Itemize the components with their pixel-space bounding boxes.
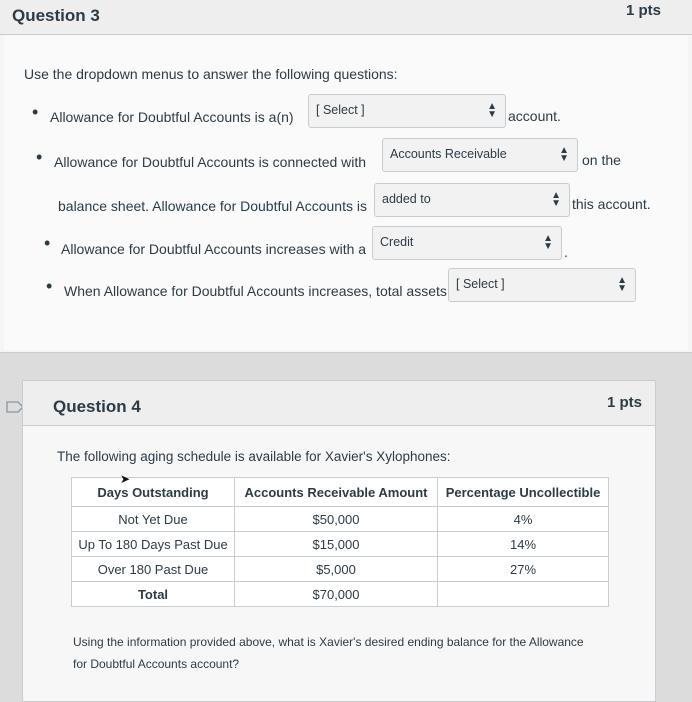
aging-schedule-table (71, 477, 609, 607)
bullet: • (36, 147, 43, 167)
item-1-suffix: account. (508, 108, 561, 124)
updown-arrow-icon: ▲ ▼ (559, 145, 569, 164)
item-5-select-value: [ Select ] (456, 277, 505, 291)
table-cell: 14% (438, 532, 609, 557)
item-3-select-value: added to (382, 192, 431, 206)
question-4-panel (22, 380, 656, 702)
table-cell: Not Yet Due (72, 507, 235, 532)
column-header: Accounts Receivable Amount (235, 478, 438, 507)
instructions: Use the dropdown menus to answer the following questions: (24, 66, 398, 82)
question-3-title: Question 3 (12, 6, 100, 25)
table-cell: $50,000 (235, 507, 438, 532)
item-4-prefix: Allowance for Doubtful Accounts increases with a (61, 241, 367, 257)
updown-arrow-icon: ▲ ▼ (487, 101, 497, 120)
question-4-title: Question 4 (53, 397, 141, 416)
question-4-prompt-line-1: Using the information provided above, what is Xavier's desired ending balance for the Allowance (73, 635, 584, 649)
item-3-suffix: this account. (572, 196, 651, 212)
updown-arrow-icon: ▲ ▼ (543, 233, 553, 252)
item-2-select[interactable] (382, 138, 578, 172)
column-header: Days Outstanding (72, 478, 235, 507)
question-4-header (23, 381, 655, 426)
question-3-header (0, 0, 692, 35)
item-1-select-value: [ Select ] (316, 103, 365, 117)
item-4-select-value: Credit (380, 235, 414, 249)
column-header: Percentage Uncollectible (438, 478, 609, 507)
question-4-intro: The following aging schedule is available for Xavier's Xylophones: (57, 449, 451, 464)
question-3-body (4, 36, 688, 350)
bullet: • (32, 102, 39, 122)
item-3-prefix: balance sheet. Allowance for Doubtful Accounts is (58, 198, 367, 214)
table-row (72, 507, 609, 532)
item-2-prefix: Allowance for Doubtful Accounts is connected with (54, 154, 367, 170)
table-cell: Up To 180 Days Past Due (72, 532, 235, 557)
bullet: • (46, 276, 53, 296)
mouse-cursor-icon: ➤ (120, 472, 131, 486)
table-cell: $5,000 (235, 557, 438, 582)
question-4-points: 1 pts (607, 394, 643, 411)
table-row (72, 532, 609, 557)
table-cell: 4% (438, 507, 609, 532)
item-1-select[interactable] (308, 94, 506, 128)
item-4-select[interactable] (372, 226, 562, 260)
table-cell: 27% (438, 557, 609, 582)
item-2-suffix: on the (582, 152, 621, 168)
question-3-points: 1 pts (626, 2, 662, 19)
table-cell: Total (72, 582, 235, 607)
item-4-suffix: . (564, 244, 568, 260)
updown-arrow-icon: ▲ ▼ (617, 275, 627, 294)
item-2-select-value: Accounts Receivable (390, 147, 507, 161)
table-row (72, 557, 609, 582)
question-4-prompt-line-2: for Doubtful Accounts account? (73, 657, 240, 671)
table-row-total (72, 582, 609, 607)
table-cell (438, 582, 609, 607)
bullet: • (44, 233, 51, 253)
item-1-prefix: Allowance for Doubtful Accounts is a(n) (50, 109, 294, 125)
item-5-prefix: When Allowance for Doubtful Accounts increases, total assets (64, 283, 447, 299)
item-5-select[interactable] (448, 268, 636, 302)
table-cell: $70,000 (235, 582, 438, 607)
table-header-row (72, 478, 609, 507)
updown-arrow-icon: ▲ ▼ (551, 190, 561, 209)
item-3-select[interactable] (374, 183, 570, 217)
table-cell: $15,000 (235, 532, 438, 557)
table-cell: Over 180 Past Due (72, 557, 235, 582)
